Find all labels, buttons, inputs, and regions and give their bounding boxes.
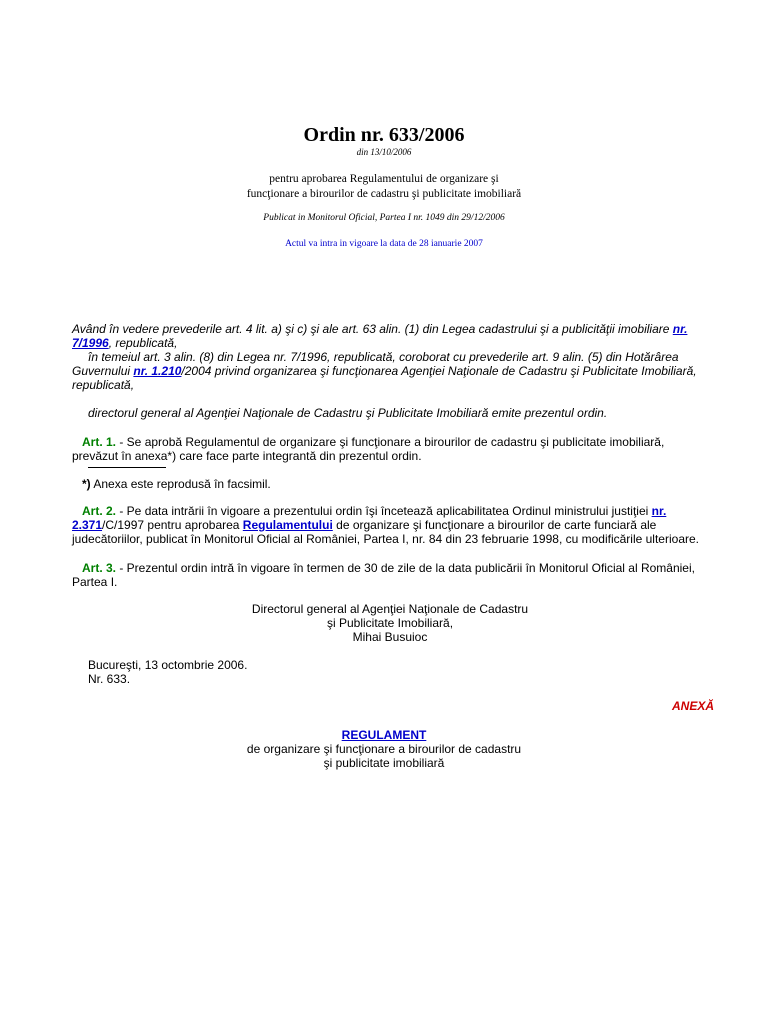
article-2-text-b: /C/1997 pentru aprobarea: [102, 518, 243, 532]
article-2-text-a: - Pe data intrării în vigoare a prezentului ordin îşi încetează aplicabilitatea Ordinul ministrului justiţiei: [116, 504, 652, 518]
preamble-paragraph-3: [72, 406, 712, 420]
preamble-paragraph-1: [72, 322, 712, 350]
article-3-text: - Prezentul ordin intră în vigoare în termen de 30 de zile de la data publicării în Monitorul Oficial al României, Partea I.: [72, 561, 695, 589]
article-2: [72, 504, 712, 546]
article-2-text-c: de organizare şi funcţionare a birourilor de carte funciară ale judecătoriilor, publicat în Monitorul Oficial al României, Partea I, nr. 84 din 23 februarie 1998, cu modificările ulterioare.: [72, 518, 699, 546]
place-date: Bucureşti, 13 octombrie 2006.: [88, 658, 248, 672]
in-force-note: Actul va intra in vigoare la data de 28 ianuarie 2007: [285, 239, 483, 249]
footnote-divider: [88, 467, 166, 468]
article-3: [72, 561, 712, 589]
article-1: [72, 435, 712, 463]
publication-note: Publicat in Monitorul Oficial, Partea I nr. 1049 din 29/12/2006: [263, 213, 505, 223]
order-number: Nr. 633.: [88, 672, 131, 686]
preamble-3-text: directorul general al Agenţiei Naţionale de Cadastru şi Publicitate Imobiliară emite prezentul ordin.: [88, 406, 608, 420]
annex-label: ANEXĂ: [671, 699, 714, 713]
document-title: Ordin nr. 633/2006: [303, 124, 465, 146]
regulation-line-2: şi publicitate imobiliară: [323, 756, 445, 770]
regulation-heading: [0, 728, 768, 770]
preamble-1-text: Având în vedere prevederile art. 4 lit. a) şi c) şi ale art. 63 alin. (1) din Legea cadastrului şi a publicităţii imobiliare: [72, 322, 673, 336]
article-3-label: Art. 3.: [82, 561, 117, 575]
preamble-paragraph-2: [72, 350, 712, 392]
footnote-text: Anexa este reprodusă în facsimil.: [90, 477, 271, 491]
preamble-2-end: /2004 privind organizarea şi funcţionarea Agenţiei Naţionale de Cadastru şi Publicitate Imobiliară, republicată,: [72, 364, 697, 392]
subtitle-line-2: funcţionare a birourilor de cadastru şi publicitate imobiliară: [246, 188, 522, 200]
document-date: din 13/10/2006: [356, 147, 412, 157]
signature-line-2: şi Publicitate Imobiliară,: [326, 616, 454, 630]
preamble-1-end: , republicată,: [108, 336, 178, 350]
signature-name: Mihai Busuioc: [352, 630, 428, 644]
signature-line-1: Directorul general al Agenţiei Naţionale de Cadastru: [251, 602, 529, 616]
preamble-2-text: în temeiul art. 3 alin. (8) din Legea nr. 7/1996, republicată, coroborat cu prevederile art. 9 alin. (5) din Hotărârea Guvernului: [72, 350, 679, 378]
subtitle-line-1: pentru aprobarea Regulamentului de organizare şi: [269, 173, 499, 185]
link-regulamentului[interactable]: Regulamentului: [242, 518, 333, 532]
footnote-mark: *): [82, 477, 91, 491]
regulation-line-1: de organizare şi funcţionare a birourilor de cadastru: [246, 742, 522, 756]
link-hg-1210[interactable]: nr. 1.210: [133, 364, 182, 378]
article-1-label: Art. 1.: [82, 435, 117, 449]
footnote-rule-row: [72, 460, 712, 474]
article-2-label: Art. 2.: [82, 504, 117, 518]
link-regulament[interactable]: REGULAMENT: [341, 728, 427, 742]
link-order-2371[interactable]: nr. 2.371: [72, 504, 667, 532]
article-1-text: - Se aprobă Regulamentul de organizare şi funcţionare a birourilor de cadastru şi publicitate imobiliară, prevăzut în anexa*) care face parte integrantă din prezentul ordin.: [72, 435, 665, 463]
document-subtitle: [0, 172, 768, 202]
footnote: [72, 477, 712, 491]
signature-block: [160, 602, 620, 644]
place-date-block: [88, 658, 247, 686]
link-law-7-1996[interactable]: nr. 7/1996: [72, 322, 688, 350]
